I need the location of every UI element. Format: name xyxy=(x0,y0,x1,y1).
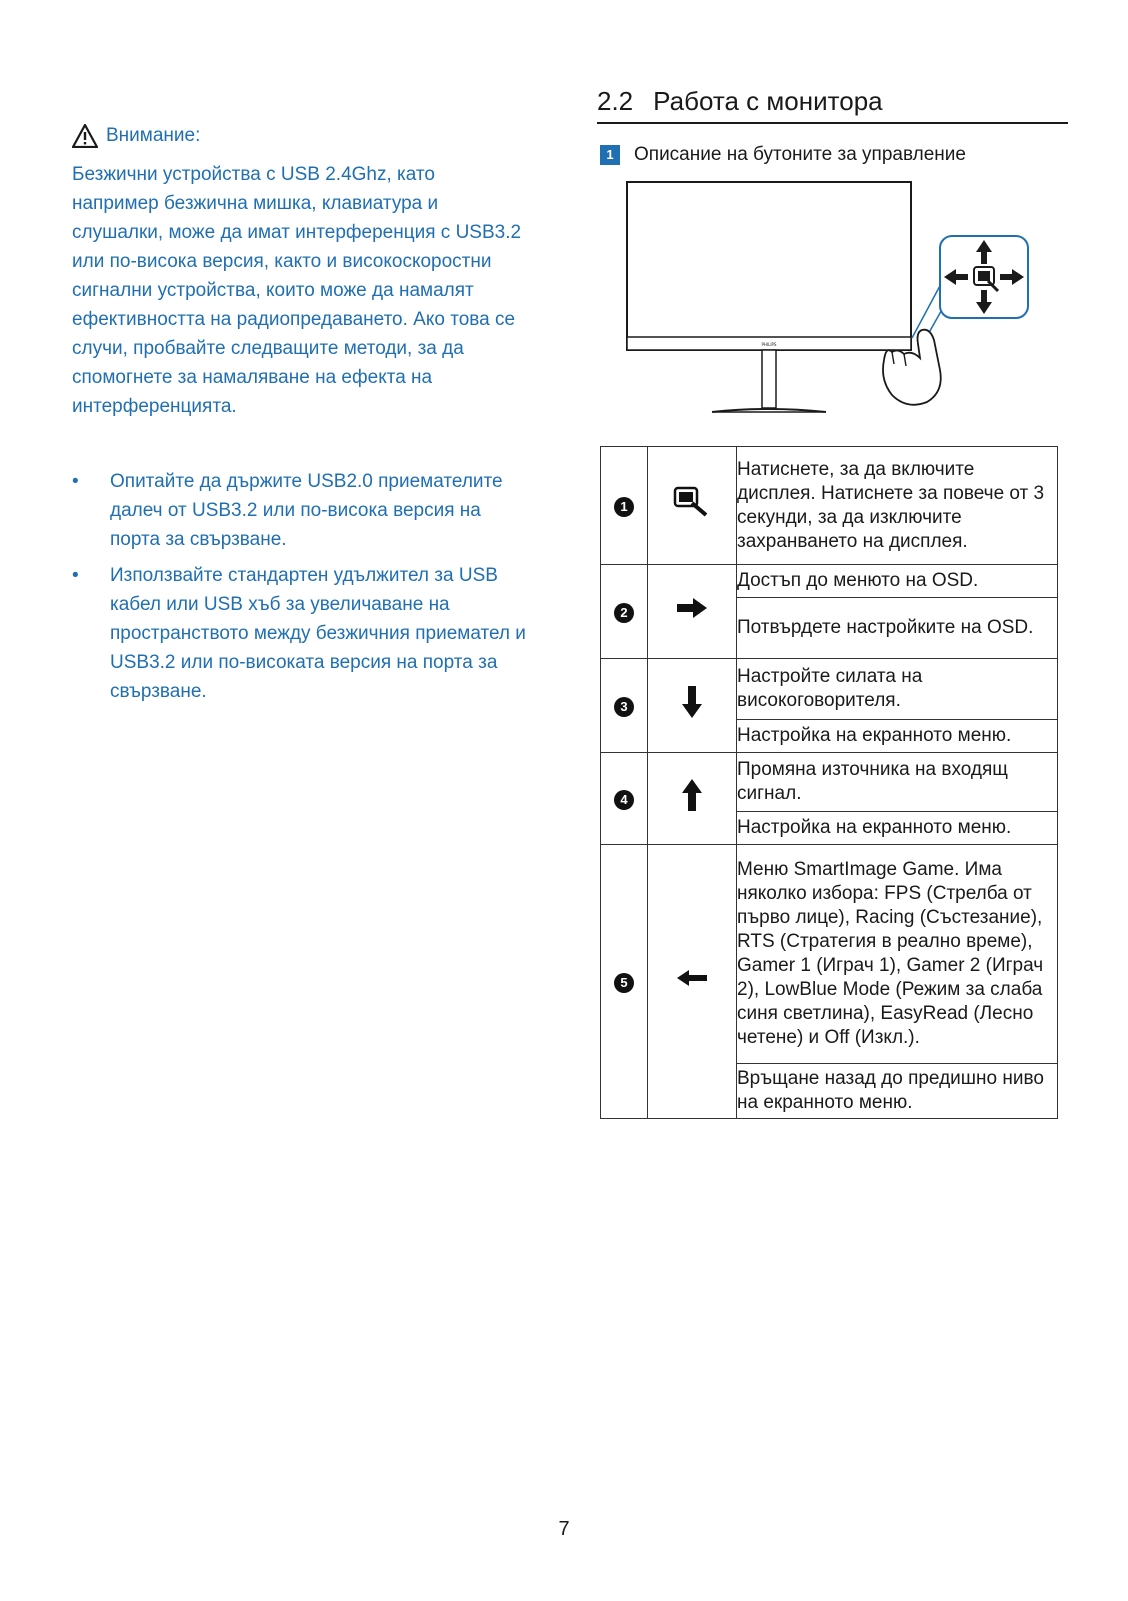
row-number: 3 xyxy=(614,697,634,717)
osd-button-icon xyxy=(672,485,712,519)
bullet-symbol: • xyxy=(72,565,79,586)
page-number: 7 xyxy=(558,1518,570,1540)
row-number: 1 xyxy=(614,497,634,517)
warning-body: Безжични устройства с USB 2.4Ghz, като например безжична мишка, клавиатура и слушалки, може да имат интерференция с USB3.2 или по-висока версия, както и високоскоростни сигнални устройства, които може да намалят ефективността на радиопредаването. Ако това се случи, пробвайте следващите методи, за да спомогнете за намаляване на ефекта на интерференцията. xyxy=(72,164,522,417)
section-divider xyxy=(597,122,1068,124)
subsection-title: Описание на бутоните за управление xyxy=(634,144,966,165)
subsection-heading xyxy=(600,144,966,166)
row-description: Натиснете, за да включите дисплея. Натиснете за повече от 3 секунди, за да изключите захранването на дисплея. xyxy=(737,447,1058,565)
row-description: Потвърдете настройките на OSD. xyxy=(737,598,1058,659)
row-number: 4 xyxy=(614,790,634,810)
row-description: Настройте силата на високоговорителя. xyxy=(737,659,1058,720)
section-number: 2.2 xyxy=(597,86,634,116)
arrow-left-icon xyxy=(675,968,709,988)
row-description: Промяна източника на входящ сигнал. xyxy=(737,753,1058,812)
arrow-up-icon xyxy=(681,777,703,813)
row-description: Достъп до менюто на OSD. xyxy=(737,565,1058,598)
table-row xyxy=(601,845,1058,1064)
arrow-right-icon xyxy=(675,597,709,619)
table-row xyxy=(601,659,1058,720)
section-title-text: Работа с монитора xyxy=(653,86,883,116)
warning-heading xyxy=(72,124,200,148)
list-item xyxy=(72,467,532,554)
section-title xyxy=(597,86,883,117)
monitor-brand: PHILIPS xyxy=(761,342,777,347)
table-row xyxy=(601,565,1058,598)
bullet-text: Опитайте да държите USB2.0 приемателите далеч от USB3.2 или по-висока версия на порта за свързване. xyxy=(110,471,503,550)
bullet-text: Използвайте стандартен удължител за USB кабел или USB хъб за увеличаване на пространството между безжичния приемател и USB3.2 или по-високата версия на порта за свързване. xyxy=(110,565,526,702)
row-number: 5 xyxy=(614,973,634,993)
row-description: Настройка на екранното меню. xyxy=(737,720,1058,753)
table-row xyxy=(601,753,1058,812)
row-description: Връщане назад до предишно ниво на екранното меню. xyxy=(737,1064,1058,1119)
table-row xyxy=(601,447,1058,565)
list-item xyxy=(72,561,532,706)
row-description: Меню SmartImage Game. Има няколко избора: FPS (Стрелба от първо лице), Racing (Състезание), RTS (Стратегия в реално време), Gamer 1 (Играч 1), Gamer 2 (Играч 2), LowBlue Mode (Режим за слаба синя светлина), EasyRead (Лесно четене) и Off (Изкл.). xyxy=(737,845,1058,1064)
row-description: Настройка на екранното меню. xyxy=(737,812,1058,845)
warning-title: Внимание: xyxy=(106,125,201,146)
subsection-number: 1 xyxy=(600,145,620,165)
arrow-down-icon xyxy=(681,684,703,720)
controls-table xyxy=(600,446,1058,1119)
bullet-symbol: • xyxy=(72,471,79,492)
monitor-illustration xyxy=(622,180,1042,430)
warning-icon xyxy=(72,124,98,148)
warning-bullets xyxy=(72,467,532,713)
row-number: 2 xyxy=(614,603,634,623)
